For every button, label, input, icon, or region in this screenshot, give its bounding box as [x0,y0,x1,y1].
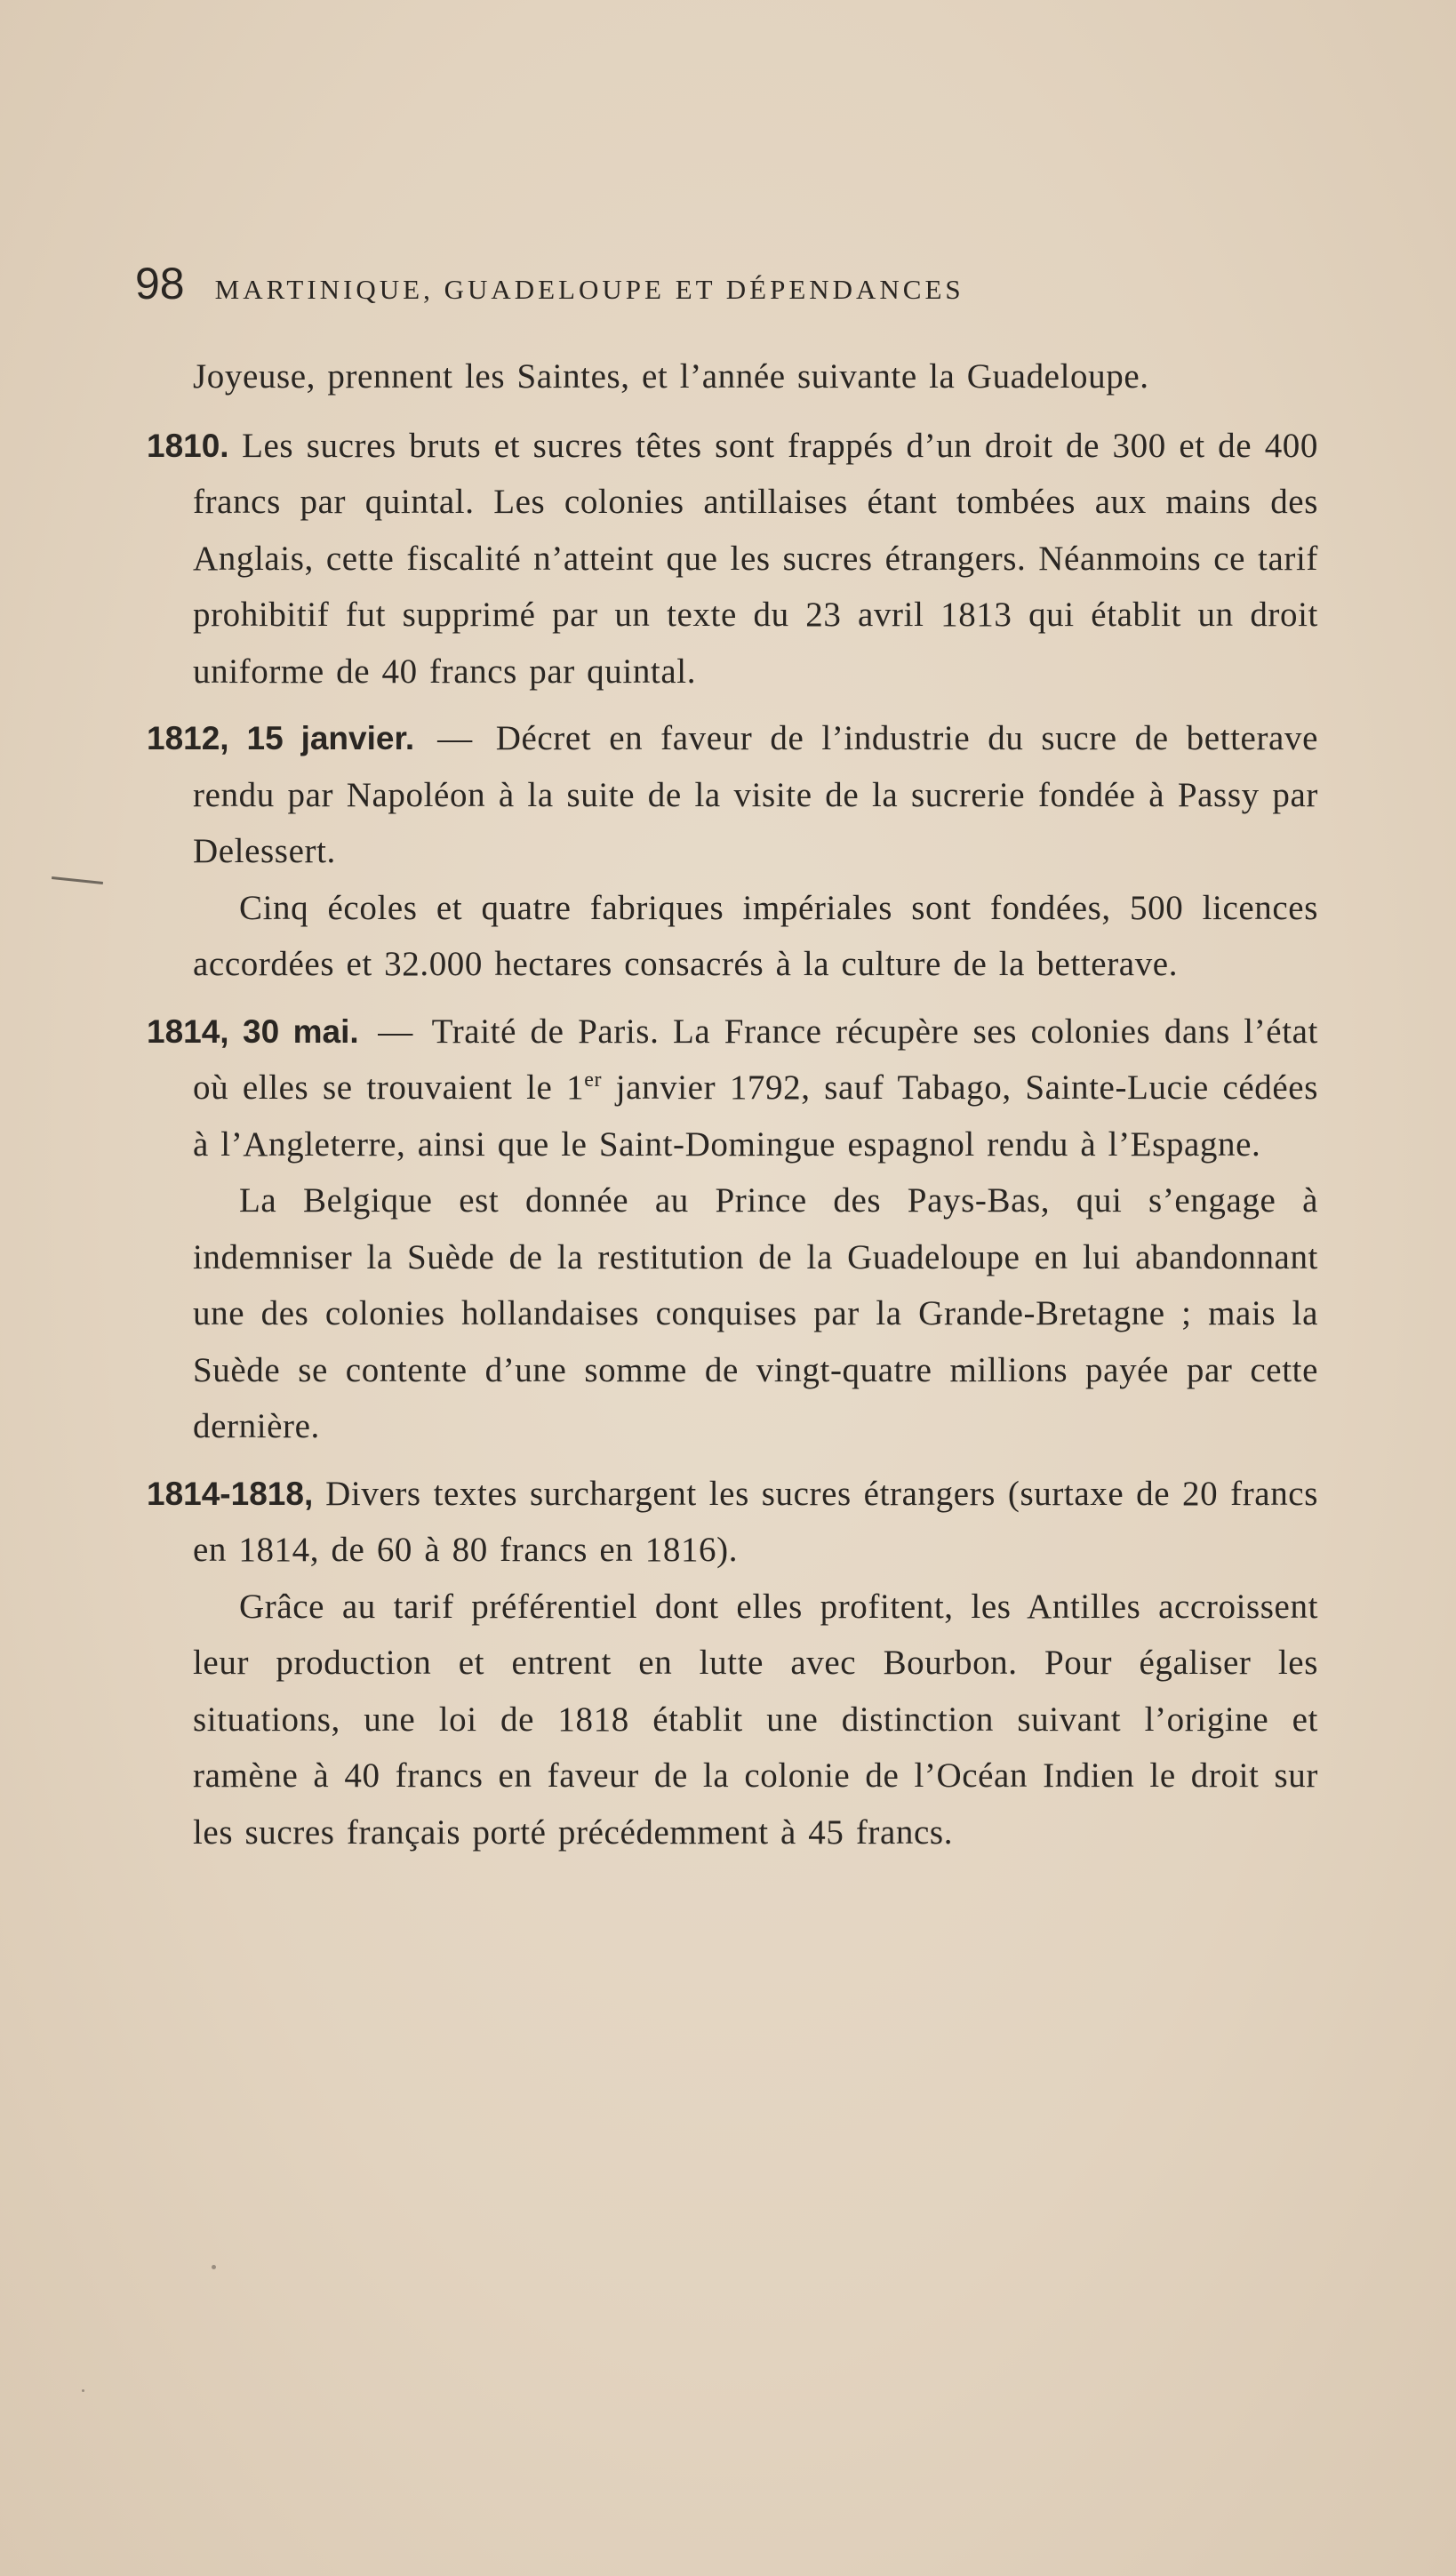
superscript: er [584,1068,603,1092]
entry-1814 [147,1004,1318,1173]
entry-date: 1814-1818, [147,1475,314,1512]
entry-1812 [147,710,1318,880]
page-header [135,258,1326,320]
entry-text: Traité de Paris. La France récupère ses colonies dans l’état où elles se trouvaient le 1 [193,1012,1318,1107]
paper-speck [212,2265,216,2269]
entry-date: 1812, 15 janvier. [147,720,415,756]
paragraph: Cinq écoles et quatre fabriques impériales sont fondées, 500 licences accordées et 32.000 hectares consacrés à la culture de la betterave. [193,888,1318,983]
running-head: MARTINIQUE, GUADELOUPE ET DÉPENDANCES [214,274,964,305]
paragraph: Grâce au tarif préférentiel dont elles profitent, les Antilles accroissent leur production et entrent en lutte avec Bourbon. Pour égaliser les situations, une loi de 1818 établit une distinction suivant l’origine et ramène à 40 francs en faveur de la colonie de l’Océan Indien le droit sur les sucres français porté précédemment à 45 francs. [193,1587,1318,1852]
paragraph: La Belgique est donnée au Prince des Pays-Bas, qui s’engage à indemniser la Suède de la restitution de la Guadeloupe en lui abandonnant une des colonies hollandaises conquises par la Grande-Bretagne ; mais la Suède se contente d’une somme de vingt-quatre millions payée par cette dernière. [193,1181,1318,1445]
entry-1814-1818 [147,1466,1318,1579]
paragraph-continuation: Joyeuse, prennent les Saintes, et l’année suivante la Guadeloupe. [193,357,1149,396]
em-dash: — [378,1012,413,1051]
margin-pencil-mark [52,876,103,884]
em-dash: — [437,719,473,757]
entry-date: 1810. [147,427,229,464]
paper-speck [82,2389,84,2392]
page-number: 98 [135,259,185,308]
entry-date: 1814, 30 mai. [147,1012,359,1050]
entry-text: Divers textes surchargent les sucres étrangers (surtaxe de 20 francs en 1814, de 60 à 80 francs en 1816). [193,1474,1318,1569]
page-body [147,348,1318,1860]
entry-1810 [147,418,1318,700]
entry-text: Les sucres bruts et sucres têtes sont frappés d’un droit de 300 et de 400 francs par quintal. Les colonies antillaises étant tombées aux mains des Anglais, cette fiscalité n’atteint que les sucres étrangers. Néanmoins ce tarif prohibitif fut supprimé par un texte du 23 avril 1813 qui établit un droit uniforme de 40 francs par quintal. [193,426,1318,691]
entry-text: Décret en faveur de l’industrie du sucre de betterave rendu par Napoléon à la suite de la visite de la sucrerie fondée à Passy par Delessert. [193,719,1318,870]
entry-text: janvier 1792, sauf Tabago, Sainte-Lucie cédées à l’Angleterre, ainsi que le Saint-Domingue espagnol rendu à l’Espagne. [193,1068,1318,1164]
